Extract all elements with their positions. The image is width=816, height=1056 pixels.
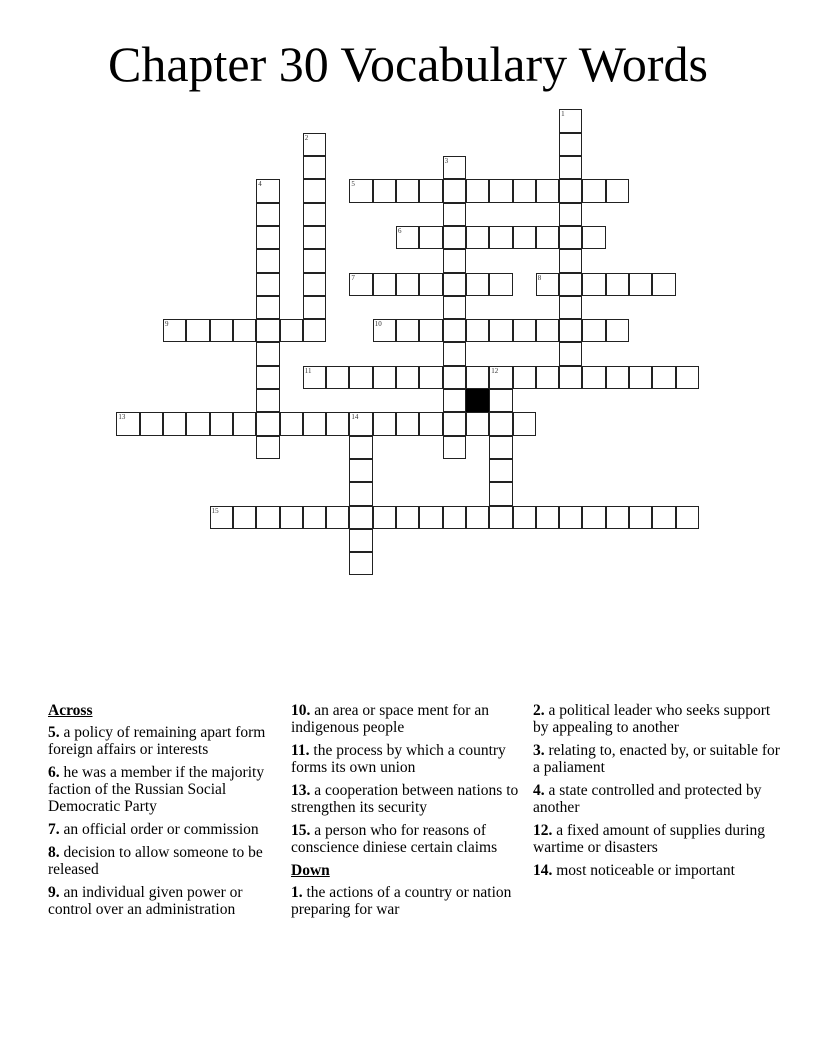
- grid-cell[interactable]: [443, 273, 466, 296]
- grid-cell[interactable]: [559, 226, 582, 249]
- grid-cell[interactable]: [489, 226, 512, 249]
- clue-number-label: 11: [304, 366, 312, 375]
- clue-number-label: 7: [351, 273, 355, 282]
- clues-column-2: [291, 702, 531, 924]
- clue-down-1: 1. the actions of a country or nation preparing for war: [291, 884, 512, 918]
- grid-cell[interactable]: [559, 156, 582, 179]
- grid-cell[interactable]: [443, 366, 466, 389]
- grid-cell[interactable]: [513, 179, 536, 202]
- grid-cell[interactable]: [443, 506, 466, 529]
- clue-number-label: 6: [398, 226, 402, 235]
- grid-cell[interactable]: [443, 226, 466, 249]
- grid-cell[interactable]: [629, 506, 652, 529]
- grid-cell[interactable]: [233, 412, 256, 435]
- grid-cell[interactable]: [536, 319, 559, 342]
- grid-cell[interactable]: [559, 109, 582, 132]
- grid-cell[interactable]: [582, 506, 605, 529]
- grid-cell[interactable]: [559, 296, 582, 319]
- grid-cell[interactable]: [349, 179, 372, 202]
- clues-column-1: [48, 702, 288, 924]
- clue-number-label: 9: [165, 320, 169, 329]
- clues-column-3: [533, 702, 788, 885]
- clue-across-10: 10. an area or space ment for an indigenous people: [291, 702, 489, 736]
- grid-cell[interactable]: [629, 366, 652, 389]
- grid-cell[interactable]: [373, 412, 396, 435]
- clue-number-label: 15: [211, 506, 219, 515]
- grid-cell[interactable]: [256, 179, 279, 202]
- grid-cell[interactable]: [536, 366, 559, 389]
- grid-cell[interactable]: [652, 366, 675, 389]
- clue-across-6: 6. he was a member if the majority faction of the Russian Social Democratic Party: [48, 764, 265, 815]
- grid-cell[interactable]: [582, 179, 605, 202]
- grid-cell[interactable]: [256, 319, 279, 342]
- grid-cell[interactable]: [559, 133, 582, 156]
- grid-cell[interactable]: [256, 296, 279, 319]
- grid-cell[interactable]: [303, 366, 326, 389]
- grid-cell[interactable]: [303, 412, 326, 435]
- grid-cell[interactable]: [652, 273, 675, 296]
- grid-cell[interactable]: [489, 436, 512, 459]
- clue-across-15: 15. a person who for reasons of conscience diniese certain claims: [291, 822, 498, 856]
- grid-cell[interactable]: [513, 506, 536, 529]
- grid-cell[interactable]: [606, 506, 629, 529]
- grid-cell[interactable]: [396, 319, 419, 342]
- grid-cell[interactable]: [419, 226, 442, 249]
- grid-cell[interactable]: [116, 412, 139, 435]
- grid-cell[interactable]: [489, 273, 512, 296]
- grid-cell[interactable]: [396, 412, 419, 435]
- clue-number-label: 13: [118, 413, 126, 422]
- grid-cell[interactable]: [280, 506, 303, 529]
- grid-cell[interactable]: [349, 273, 372, 296]
- grid-cell[interactable]: [489, 319, 512, 342]
- grid-cell[interactable]: [326, 506, 349, 529]
- grid-cell[interactable]: [256, 412, 279, 435]
- grid-cell[interactable]: [582, 226, 605, 249]
- grid-cell[interactable]: [163, 319, 186, 342]
- grid-cell[interactable]: [443, 203, 466, 226]
- grid-cell[interactable]: [582, 319, 605, 342]
- grid-cell[interactable]: [676, 366, 699, 389]
- grid-cell[interactable]: [443, 179, 466, 202]
- grid-cell[interactable]: [513, 319, 536, 342]
- grid-cell[interactable]: [163, 412, 186, 435]
- grid-cell[interactable]: [443, 156, 466, 179]
- grid-cell[interactable]: [443, 249, 466, 272]
- grid-cell[interactable]: [466, 226, 489, 249]
- clue-down-14: 14. most noticeable or important: [533, 862, 735, 879]
- grid-cell[interactable]: [419, 412, 442, 435]
- grid-cell[interactable]: [466, 366, 489, 389]
- grid-cell[interactable]: [582, 273, 605, 296]
- grid-cell[interactable]: [396, 179, 419, 202]
- grid-cell[interactable]: [256, 249, 279, 272]
- clue-down-12: 12. a fixed amount of supplies during wartime or disasters: [533, 822, 766, 856]
- page-title: Chapter 30 Vocabulary Words: [107, 36, 709, 92]
- grid-cell[interactable]: [676, 506, 699, 529]
- grid-cell[interactable]: [303, 179, 326, 202]
- grid-cell[interactable]: [489, 506, 512, 529]
- grid-cell[interactable]: [349, 412, 372, 435]
- clue-across-8: 8. decision to allow someone to be released: [48, 844, 263, 878]
- clue-down-3: 3. relating to, enacted by, or suitable for a paliament: [533, 742, 780, 776]
- grid-cell[interactable]: [419, 366, 442, 389]
- crossword-grid: [117, 110, 717, 590]
- grid-cell[interactable]: [326, 366, 349, 389]
- grid-cell[interactable]: [652, 506, 675, 529]
- grid-cell[interactable]: [256, 203, 279, 226]
- grid-cell[interactable]: [303, 133, 326, 156]
- grid-cell[interactable]: [396, 226, 419, 249]
- grid-cell[interactable]: [326, 412, 349, 435]
- grid-cell[interactable]: [256, 506, 279, 529]
- grid-cell[interactable]: [210, 506, 233, 529]
- grid-cell[interactable]: [559, 249, 582, 272]
- grid-cell[interactable]: [443, 342, 466, 365]
- grid-cell[interactable]: [419, 179, 442, 202]
- grid-cell[interactable]: [233, 319, 256, 342]
- grid-cell[interactable]: [256, 342, 279, 365]
- grid-cell[interactable]: [349, 459, 372, 482]
- grid-cell[interactable]: [489, 459, 512, 482]
- grid-cell[interactable]: [629, 273, 652, 296]
- clue-number-label: 5: [351, 180, 355, 189]
- clue-number-label: 4: [258, 180, 262, 189]
- grid-cell[interactable]: [559, 179, 582, 202]
- clue-number-label: 14: [351, 413, 359, 422]
- grid-cell[interactable]: [466, 179, 489, 202]
- grid-cell[interactable]: [443, 319, 466, 342]
- grid-cell[interactable]: [233, 506, 256, 529]
- grid-cell[interactable]: [396, 366, 419, 389]
- grid-cell[interactable]: [559, 273, 582, 296]
- grid-cell[interactable]: [349, 482, 372, 505]
- clue-across-5: 5. a policy of remaining apart form foreign affairs or interests: [48, 724, 266, 758]
- clue-down-4: 4. a state controlled and protected by another: [533, 782, 762, 816]
- grid-cell[interactable]: [349, 436, 372, 459]
- grid-cell[interactable]: [489, 389, 512, 412]
- grid-cell[interactable]: [536, 506, 559, 529]
- grid-cell[interactable]: [443, 436, 466, 459]
- grid-cell[interactable]: [303, 203, 326, 226]
- down-heading: Down: [291, 862, 330, 879]
- clue-across-7: 7. an official order or commission: [48, 821, 259, 838]
- grid-cell[interactable]: [373, 273, 396, 296]
- clue-number-label: 10: [374, 320, 382, 329]
- grid-cell[interactable]: [466, 319, 489, 342]
- grid-cell[interactable]: [303, 273, 326, 296]
- grid-cell[interactable]: [186, 319, 209, 342]
- grid-cell[interactable]: [489, 412, 512, 435]
- grid-cell[interactable]: [349, 552, 372, 575]
- grid-cell[interactable]: [559, 366, 582, 389]
- grid-cell[interactable]: [303, 226, 326, 249]
- grid-cell[interactable]: [373, 179, 396, 202]
- grid-cell[interactable]: [559, 319, 582, 342]
- grid-cell[interactable]: [210, 319, 233, 342]
- clue-number-label: 2: [304, 133, 309, 142]
- grid-cell[interactable]: [373, 319, 396, 342]
- clue-number-label: 3: [444, 157, 449, 165]
- grid-cell[interactable]: [559, 203, 582, 226]
- grid-cell[interactable]: [466, 273, 489, 296]
- grid-cell[interactable]: [280, 319, 303, 342]
- grid-cell[interactable]: [489, 366, 512, 389]
- clue-across-11: 11. the process by which a country forms its own union: [291, 742, 506, 776]
- grid-cell[interactable]: [536, 226, 559, 249]
- grid-cell[interactable]: [349, 529, 372, 552]
- grid-cell[interactable]: [559, 342, 582, 365]
- grid-cell[interactable]: [606, 366, 629, 389]
- grid-cell[interactable]: [256, 366, 279, 389]
- grid-cell[interactable]: [536, 179, 559, 202]
- grid-cell[interactable]: [466, 506, 489, 529]
- grid-cell[interactable]: [582, 366, 605, 389]
- grid-cell[interactable]: [606, 319, 629, 342]
- grid-cell[interactable]: [280, 412, 303, 435]
- clue-down-2: 2. a political leader who seeks support by appealing to another: [533, 702, 771, 736]
- grid-cell[interactable]: [140, 412, 163, 435]
- grid-cell[interactable]: [349, 366, 372, 389]
- grid-cell[interactable]: [303, 296, 326, 319]
- grid-cell[interactable]: [210, 412, 233, 435]
- grid-cell[interactable]: [419, 506, 442, 529]
- grid-cell[interactable]: [443, 412, 466, 435]
- grid-cell[interactable]: [186, 412, 209, 435]
- grid-cell[interactable]: [443, 389, 466, 412]
- clue-number-label: 8: [537, 273, 542, 282]
- grid-cell[interactable]: [513, 366, 536, 389]
- clue-across-9: 9. an individual given power or control over an administration: [48, 884, 243, 918]
- grid-cell[interactable]: [396, 506, 419, 529]
- clue-across-13: 13. a cooperation between nations to strengthen its security: [291, 782, 519, 816]
- grid-cell[interactable]: [303, 249, 326, 272]
- clue-number-label: 12: [491, 366, 499, 375]
- grid-cell[interactable]: [349, 506, 372, 529]
- grid-cell[interactable]: [256, 273, 279, 296]
- grid-cell[interactable]: [513, 412, 536, 435]
- grid-cell[interactable]: [373, 506, 396, 529]
- grid-cell[interactable]: [256, 226, 279, 249]
- grid-cell[interactable]: [536, 273, 559, 296]
- grid-cell[interactable]: [303, 319, 326, 342]
- across-heading: Across: [48, 702, 93, 719]
- grid-cell[interactable]: [606, 273, 629, 296]
- grid-cell[interactable]: [489, 179, 512, 202]
- grid-cell[interactable]: [489, 482, 512, 505]
- grid-cell[interactable]: [606, 179, 629, 202]
- grid-cell[interactable]: [419, 319, 442, 342]
- grid-cell[interactable]: [373, 366, 396, 389]
- grid-cell[interactable]: [256, 389, 279, 412]
- grid-cell[interactable]: [559, 506, 582, 529]
- grid-cell[interactable]: [419, 273, 442, 296]
- grid-cell[interactable]: [303, 156, 326, 179]
- grid-cell[interactable]: [396, 273, 419, 296]
- grid-cell[interactable]: [513, 226, 536, 249]
- grid-cell[interactable]: [466, 412, 489, 435]
- grid-cell[interactable]: [303, 506, 326, 529]
- grid-cell[interactable]: [443, 296, 466, 319]
- clue-number-label: 1: [561, 110, 565, 119]
- grid-block-cell: [466, 389, 489, 412]
- grid-cell[interactable]: [256, 436, 279, 459]
